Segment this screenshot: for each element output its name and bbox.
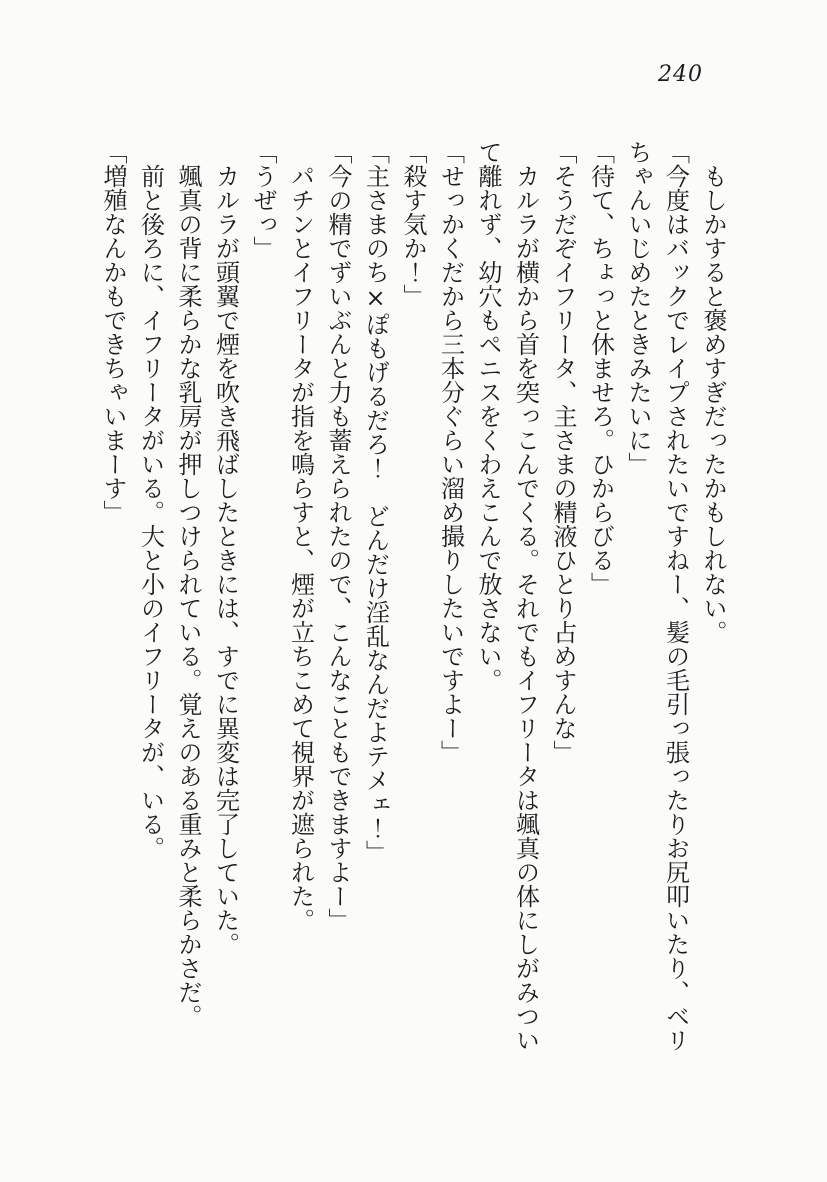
text-line: 「今の精でずいぶんと力も蓄えられたので、こんなこともできますよー」: [324, 140, 352, 932]
text-line: 「うぜっ」: [249, 140, 277, 260]
text-line: 前と後ろに、イフリータがいる。大と小のイフリータが、いる。: [136, 164, 165, 860]
text-line: カルラが横から首を突っこんでくる。それでもイフリータは颯真の体にしがみついて離れず、幼穴もペニスをくわえこんで放さない。: [474, 140, 540, 1052]
text-line: 「せっかくだから三本分ぐらい溜め撮りしたいですよー」: [436, 140, 465, 764]
text-line: 「そうだぞイフリータ、主さまの精液ひとり占めすんな」: [549, 140, 577, 764]
text-line: 颯真の背に柔らかな乳房が押しつけられている。覚えのある重みと柔らかさだ。: [174, 164, 202, 1028]
text-line: 「待て、ちょっと休ませろ。ひからびる」: [586, 140, 615, 596]
text-line: カルラが頭翼で煙を吹き飛ばしたときには、すでに異変は完了していた。: [211, 164, 240, 956]
text-line: 「殺す気か！」: [399, 140, 427, 308]
text-line: 「今度はバックでレイプされたいですねー、髪の毛引っ張ったりお尻叩いたり、ベリちゃんいじめたときみたいに」: [624, 140, 690, 1052]
page-number: 240: [658, 62, 703, 87]
text-line: パチンとイフリータが指を鳴らすと、煙が立ちこめて視界が遮られた。: [286, 164, 315, 932]
page-text-block: [91, 140, 731, 1060]
text-line: もしかすると褒めすぎだったかもしれない。: [699, 164, 727, 644]
text-line: 「主さまのち×ぽもげるだろ！ どんだけ淫乱なんだよテメェ！」: [361, 140, 390, 864]
text-line: 「増殖なんかもできちゃいまーす」: [99, 140, 127, 524]
